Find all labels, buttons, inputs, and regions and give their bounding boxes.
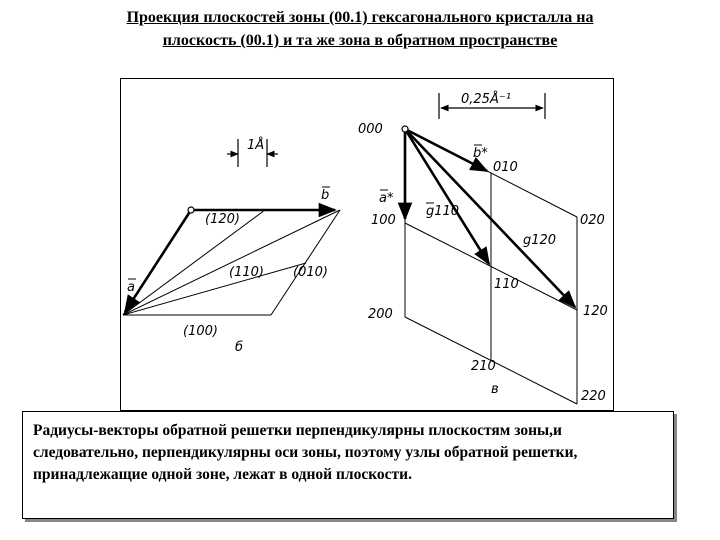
label-vector-a-star: a* [379, 191, 394, 206]
origin-node-right [402, 126, 408, 132]
rscale-label: 0,25Å⁻¹ [461, 92, 511, 107]
label-vector-a: a [127, 280, 135, 295]
caption-text: Радиусы-векторы обратной решетки перпендикулярны плоскостям зоны,и следовательно, перпендикулярны оси зоны, поэтому узлы обратной решетки, принадлежащие одной зоне, лежат в одной плоскости. [33, 422, 578, 483]
vector-a [125, 210, 191, 312]
title-line-1: Проекция плоскостей зоны (00.1) гексагонального кристалла на [126, 9, 594, 26]
label-vector-b-star: b* [473, 146, 488, 161]
node-220: 220 [581, 389, 606, 404]
label-plane-110: (110) [229, 265, 264, 280]
page-title [0, 6, 720, 52]
origin-node-left [188, 207, 194, 213]
right-diagram [358, 91, 608, 404]
label-vector-g120: g120 [523, 233, 557, 248]
label-panel-v: в [491, 382, 499, 397]
node-010: 010 [493, 160, 518, 175]
node-020: 020 [580, 213, 605, 228]
label-plane-120: (120) [205, 212, 240, 227]
label-vector-g110: g110 [426, 204, 460, 219]
node-110: 110 [494, 277, 519, 292]
label-plane-100: (100) [183, 324, 218, 339]
node-000: 000 [358, 122, 383, 137]
trace-120 [123, 210, 265, 315]
node-200: 200 [368, 307, 393, 322]
edge-right [271, 210, 340, 315]
label-plane-010: (010) [293, 265, 328, 280]
diagram-svg [121, 79, 615, 412]
node-120: 120 [583, 304, 608, 319]
caption-box [22, 411, 674, 519]
diagram-figure [120, 78, 614, 411]
label-panel-b: б [235, 340, 244, 355]
scale-label-1a: 1Å [247, 138, 265, 153]
node-100: 100 [371, 213, 396, 228]
node-210: 210 [471, 359, 496, 374]
label-vector-b: b [321, 188, 330, 203]
title-line-2: плоскость (00.1) и та же зона в обратном пространстве [162, 32, 558, 49]
left-diagram [123, 137, 340, 355]
